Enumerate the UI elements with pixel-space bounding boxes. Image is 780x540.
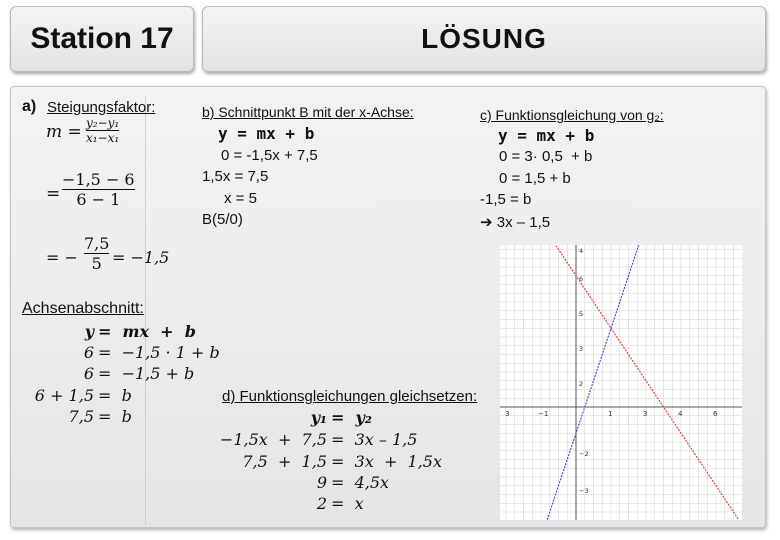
step1-numerator: −1,5 − 6	[62, 170, 135, 189]
y-tick-label: −2	[579, 450, 589, 458]
intercept-step-right: = b	[98, 407, 132, 426]
equate-step-right: = x	[331, 494, 364, 513]
intercept-heading: Achsenabschnitt:	[22, 300, 144, 317]
part-c-heading: c) Funktionsgleichung von g₂:	[480, 107, 664, 123]
y-tick-label: 2	[579, 380, 584, 388]
intercept-step-right: = b	[98, 386, 132, 405]
x-tick-label: 1	[608, 410, 613, 418]
function-graph	[500, 245, 742, 520]
equate-step-right: = 3x – 1,5	[331, 430, 418, 449]
equate-step-left: 7,5 + 1,5	[242, 452, 327, 471]
step1-denominator: 6 − 1	[76, 190, 121, 209]
equate-step-right: = 3x + 1,5x	[331, 452, 442, 471]
equate-step-left: 9	[316, 473, 327, 492]
part-c-line: -1,5 = b	[480, 191, 532, 208]
part-b-line: 1,5x = 7,5	[202, 168, 269, 185]
part-b-line: 0 = -1,5x + 7,5	[221, 147, 318, 164]
step2-post: = −1,5	[112, 248, 170, 267]
equate-step-left: 2	[316, 494, 327, 513]
intercept-step-left: 6	[83, 364, 94, 383]
step1-eq: =	[46, 184, 61, 204]
intercept-step-right: = mx + b	[98, 322, 196, 341]
graph-background	[500, 245, 742, 520]
equate-step-right: = y₂	[331, 408, 372, 427]
step1-fraction	[62, 170, 135, 209]
step2-denominator: 5	[91, 254, 102, 273]
solution-title: LÖSUNG	[202, 6, 766, 72]
x-tick-label: 6	[713, 410, 718, 418]
slope-lhs: m =	[46, 122, 82, 142]
intercept-step-left: y	[84, 322, 94, 341]
divider	[145, 95, 146, 525]
slope-denominator: x₁−x₁	[86, 131, 120, 145]
part-d-heading: d) Funktionsgleichungen gleichsetzen:	[222, 388, 478, 405]
step2-fraction	[84, 234, 109, 273]
part-c-line: ➔ 3x – 1,5	[480, 214, 551, 231]
y-tick-label: 5	[579, 310, 584, 318]
intercept-step-right: = −1,5 · 1 + b	[98, 343, 220, 362]
y-tick-label: 6	[579, 275, 584, 283]
step2-numerator: 7,5	[84, 234, 110, 253]
part-c-line: 0 = 1,5 + b	[499, 170, 571, 187]
y-tick-label: −3	[579, 487, 589, 495]
equate-step-left: −1,5x + 7,5	[219, 430, 327, 449]
x-tick-label: 4	[678, 410, 683, 418]
x-tick-label: −1	[538, 410, 549, 418]
part-b-line: B(5/0)	[202, 211, 243, 228]
equate-step-left: y₁	[310, 408, 327, 427]
intercept-step-left: 6	[83, 343, 94, 362]
station-title: Station 17	[10, 6, 194, 72]
intercept-step-right: = −1,5 + b	[98, 364, 195, 383]
part-b-heading: b) Schnittpunkt B mit der x-Achse:	[202, 104, 414, 120]
x-tick-label: 3	[643, 410, 648, 418]
intercept-step-left: 6 + 1,5	[34, 386, 94, 405]
step2-pre: = −	[46, 248, 78, 267]
part-a-label: a)	[22, 98, 37, 115]
y-tick-label: 4	[579, 247, 584, 255]
part-b-line: x = 5	[224, 190, 257, 207]
slope-numerator: y₂−y₁	[86, 116, 120, 130]
part-b-formula: y = mx + b	[218, 124, 315, 143]
x-tick-label: 3	[505, 410, 510, 418]
intercept-step-left: 7,5	[68, 407, 94, 426]
y-tick-label: 3	[579, 345, 584, 353]
slope-fraction	[86, 116, 119, 145]
part-c-formula: y = mx + b	[498, 126, 595, 145]
equate-step-right: = 4,5x	[331, 473, 390, 492]
slope-heading: Steigungsfaktor:	[47, 99, 156, 116]
part-c-line: 0 = 3· 0,5 + b	[499, 148, 593, 165]
